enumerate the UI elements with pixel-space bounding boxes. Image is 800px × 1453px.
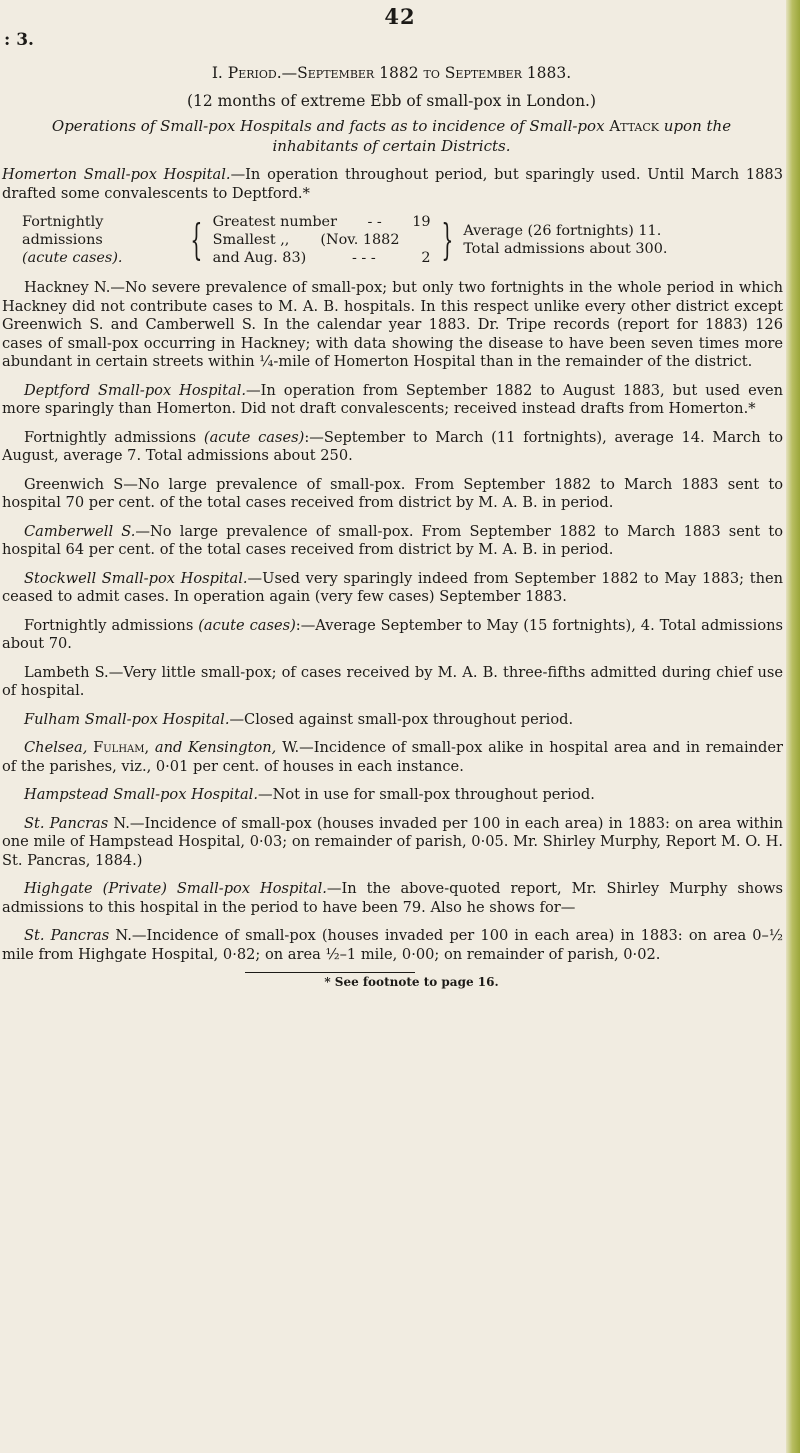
smallest-dates: (Nov. 1882 [320, 232, 400, 248]
heading-line1: Operations of Small-pox Hospitals and facts as to incidence of Small-pox [51, 117, 605, 135]
page-number: 42 [384, 4, 416, 29]
homerton-paragraph [0, 166, 783, 203]
period-title: I. Period.—September 1882 to September 1883. [211, 64, 572, 82]
stockwell-paragraph [0, 570, 783, 607]
stockwell-admissions [0, 617, 783, 654]
chelsea-fulham: Fulham, [93, 739, 150, 756]
heading-attack: Attack [609, 117, 659, 135]
deptford-text: —In operation from September 1882 to August 1883, but used even more sparingly than Homerton. Did not draft convalescents; received instead drafts from Homerton.* [2, 381, 783, 417]
fulham-text: —Closed against small-pox throughout period. [229, 710, 574, 728]
fortnightly-admissions-table [22, 213, 783, 267]
greatest-value: 19 [412, 214, 431, 230]
camberwell-name: Camberwell S. [24, 522, 136, 540]
st-pancras-paragraph-2 [0, 927, 783, 964]
st-pancras-text-1: N.—Incidence of small-pox (houses invaded per 100 in each area) in 1883: on area within one mile of Hampstead Hospital, 0·03; on remainder of parish, 0·05. Mr. Shirley Murphy, Report M. O. H. St. Pancras, 1884.) [2, 814, 784, 869]
deptford-name: Deptford Small-pox Hospital. [24, 381, 247, 399]
smallest-value: 2 [421, 250, 431, 266]
heading-line1-end: upon the [663, 117, 732, 135]
table-row [213, 231, 431, 249]
hampstead-text: —Not in use for small-pox throughout period. [257, 786, 595, 803]
st-pancras-paragraph-1 [0, 815, 783, 871]
chelsea-text: W.—Incidence of small-pox alike in hospital area and in remainder of the parishes, viz., 0·01 per cent. of houses in each instance. [2, 739, 783, 775]
hackney-paragraph: Hackney N.—No severe prevalence of small-pox; but only two fortnights in the whole period in which Hackney did not contribute cases to M. A. B. hospitals. In this respect unlike every other district except Greenwich S. and Camberwell S. In the calendar year 1883. Dr. Tripe records (report for 1883) 126 cases of small-pox occurring in Hackney; with data showing the disease to have been seven times more abundant in certain streets within ¼-mile of Homerton Hospital than in the remainder of the district. [2, 279, 783, 370]
smallest-label: Smallest ,, [212, 232, 290, 248]
deptford-paragraph [0, 382, 783, 419]
greenwich-paragraph: Greenwich S—No large prevalence of small-pox. From September 1882 to March 1883 sent to hospital 70 per cent. of the total cases received from district by M. A. B. in period. [2, 475, 783, 511]
deptford-admissions [0, 429, 783, 466]
stockwell-admissions-text: :—Average September to May (15 fortnights), 4. Total admissions about 70. [2, 616, 783, 652]
table-left [22, 213, 180, 267]
footnote-rule [245, 972, 415, 973]
table-left-line1: Fortnightly admissions [22, 214, 104, 248]
hampstead-paragraph [0, 786, 783, 805]
chelsea-paragraph [0, 739, 783, 776]
fulham-paragraph [0, 711, 783, 730]
chelsea-name: Chelsea, [24, 739, 88, 756]
highgate-text: —In the above-quoted report, Mr. Shirley Murphy shows admissions to this hospital in the period to have been 79. Also he shows for— [2, 880, 784, 916]
table-right [463, 222, 783, 258]
deptford-admissions-label: Fortnightly admissions [24, 428, 204, 446]
lambeth-paragraph: Lambeth S.—Very little small-pox; of cases received by M. A. B. three-fifths admitted during chief use of hospital. [2, 663, 783, 699]
total-line: Total admissions about 300. [463, 241, 668, 257]
greatest-label: Greatest number [212, 214, 337, 230]
smallest-dashes: - - - [351, 250, 376, 266]
stockwell-name: Stockwell Small-pox Hospital. [24, 569, 248, 587]
fulham-name: Fulham Small-pox Hospital. [24, 710, 230, 728]
footnote: * See footnote to page 16. [324, 975, 499, 989]
table-row [213, 249, 431, 267]
homerton-text: —In operation throughout period, but sparingly used. Until March 1883 drafted some convalescents to Deptford.* [2, 166, 783, 202]
table-left-line2: (acute cases). [22, 250, 123, 266]
greatest-dashes: - - [367, 214, 382, 230]
section-mark: : 3. [4, 30, 34, 50]
deptford-acute: (acute cases) [203, 428, 305, 446]
table-row [213, 213, 431, 231]
table-middle [213, 213, 431, 267]
st-pancras-text-2: N.—Incidence of small-pox (houses invaded per 100 in each area) in 1883: on area 0–½ mile from Highgate Hospital, 0·82; on area ½–1 mile, 0·00; on remainder of parish, 0·02. [2, 927, 783, 963]
section-heading [0, 116, 783, 156]
stockwell-admissions-label: Fortnightly admissions [24, 616, 199, 634]
chelsea-kensington: and Kensington, [154, 739, 277, 756]
left-brace: { [190, 215, 203, 264]
heading-line2: inhabitants of certain Districts. [272, 137, 511, 155]
camberwell-text: —No large prevalence of small-pox. From September 1882 to March 1883 sent to hospital 64 per cent. of the total cases received from district by M. A. B. in period. [2, 522, 783, 558]
book-spine-edge [786, 0, 800, 1453]
camberwell-paragraph [0, 523, 783, 560]
highgate-name: Highgate (Private) Small-pox Hospital. [24, 880, 327, 897]
st-pancras-name-1: St. Pancras [24, 814, 109, 832]
deptford-admissions-text: :—September to March (11 fortnights), average 14. March to August, average 7. Total admissions about 250. [2, 428, 783, 464]
st-pancras-name-2: St. Pancras [24, 927, 110, 944]
homerton-name: Homerton Small-pox Hospital. [2, 166, 231, 183]
page-text [0, 62, 783, 989]
highgate-paragraph [0, 880, 783, 917]
smallest-dates-cont: and Aug. 83) [212, 250, 307, 266]
hampstead-name: Hampstead Small-pox Hospital. [24, 786, 258, 803]
stockwell-acute: (acute cases) [198, 616, 296, 634]
stockwell-text: —Used very sparingly indeed from September 1882 to May 1883; then ceased to admit cases. In operation again (very few cases) September 1883. [2, 569, 784, 605]
right-brace: } [440, 215, 453, 264]
average-line: Average (26 fortnights) 11. [463, 223, 662, 239]
period-subtitle: (12 months of extreme Ebb of small-pox in London.) [186, 92, 597, 110]
